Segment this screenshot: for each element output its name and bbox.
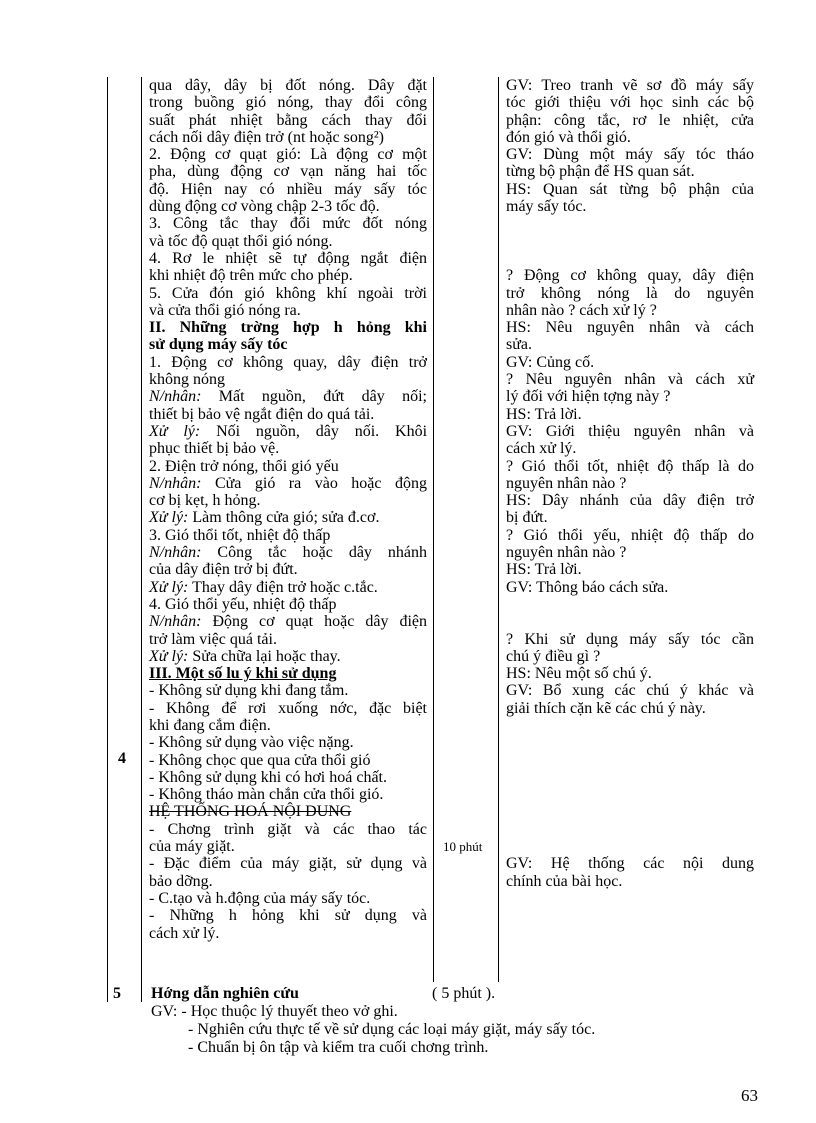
content-line: II. Những trờng hợp h hỏng khi [149,319,427,337]
activity-line [506,233,754,250]
content-line: 2. Động cơ quạt gió: Là động cơ một [149,146,427,164]
activity-line: lý đối với hiện tợng này ? [506,388,671,406]
content-line: của máy giặt. [149,838,235,856]
content-line: - Không sử dụng vào việc nặng. [149,734,354,752]
activities-column [506,77,754,890]
content-line: - Những h hỏng khi sử dụng và [149,907,427,925]
activity-line: bị đứt. [506,509,548,527]
content-line [149,544,427,561]
line-text: Mất nguồn, đứt dây nối; [201,388,427,406]
activity-line [506,596,754,613]
content-line: và cửa thổi gió nóng ra. [149,301,301,319]
content-line: khi đang cắm điện. [149,716,271,734]
activity-line: tóc giới thiệu với học sinh các bộ [506,94,754,112]
activity-line: HS: Nêu một số chú ý. [506,665,652,683]
content-line: - C.tạo và h.động của máy sấy tóc. [149,889,371,907]
content-line: - Không để rơi xuống nớc, đặc biệt [149,699,427,717]
activity-line: nguyên nhân nào ? [506,544,627,562]
line-text: Cửa gió ra vào hoặc động [201,474,427,492]
content-line: trong buồng gió nóng, thay đổi công [149,94,427,112]
content-line: - Không sử dụng khi đang tắm. [149,682,349,700]
content-line: trở làm việc quá tải. [149,630,277,648]
content-line: suất phát nhiệt bằng cách thay đổi [149,111,427,129]
activity-line: nguyên nhân nào ? [506,474,627,492]
activity-line: HS: Dây nhánh của dây điện trở [506,492,754,510]
activity-line [506,215,754,232]
content-line: 5. Cửa đón gió không khí ngoài trời [149,284,427,302]
column-divider-time [498,77,499,982]
table-left-border [107,77,108,1002]
content-line [149,648,427,665]
activity-line: HS: Quan sát từng bộ phận của [506,180,754,198]
content-line: khi nhiệt độ trên mức cho phép. [149,267,353,285]
content-column [149,77,427,942]
cause-fix-label: N/nhân: [149,474,202,492]
content-line [149,388,427,405]
activity-line: HS: Trả lời. [506,561,582,579]
guidance-heading: Hớng dẫn nghiên cứu [151,985,299,1002]
content-line: sử dụng máy sấy tóc [149,336,288,354]
column-divider-number [141,77,142,1002]
content-line: pha, dùng động cơ vạn năng hai tốc [149,163,427,181]
content-line: 4. Rơ le nhiệt sẽ tự động ngắt điện [149,249,427,267]
line-text: Động cơ quạt hoặc dây điện [201,613,427,631]
cause-fix-label: Xử lý: [149,647,189,665]
column-divider-content [433,77,434,982]
content-line: - Đặc điểm của máy giặt, sử dụng và [149,855,427,873]
line-text: Thay dây điện trở hoặc c.tắc. [188,578,378,596]
activity-line: từng bộ phận để HS quan sát. [506,163,695,181]
content-line [149,613,427,630]
activity-line: GV: Củng cố. [506,353,595,371]
activity-line [506,838,754,855]
activity-line: ? Nêu nguyên nhân và cách xử [506,371,754,389]
content-line: 4. Gió thổi yếu, nhiệt độ thấp [149,595,337,613]
activity-line: GV: Giới thiệu nguyên nhân và [506,422,754,440]
content-line: bảo dỡng. [149,872,213,890]
activity-line [506,752,754,769]
content-line: III. Một số lu ý khi sử dụng [149,665,337,683]
activity-line: ? Gió thổi tốt, nhiệt độ thấp là do [506,457,754,475]
content-line: phục thiết bị bảo vệ. [149,440,280,458]
cause-fix-label: N/nhân: [149,613,202,631]
activity-line [506,803,754,820]
activity-line: HS: Nêu nguyên nhân và cách [506,319,754,337]
activity-line [506,613,754,630]
activity-line: HS: Trả lời. [506,405,582,423]
content-line [149,509,427,526]
cause-fix-label: Xử lý: [149,578,189,596]
activity-line: giải thích cặn kẽ các chú ý này. [506,699,706,717]
content-line: cách xử lý. [149,924,220,942]
activity-line: phận: công tắc, rơ le nhiệt, cửa [506,111,754,129]
content-line: 1. Động cơ không quay, dây điện trở [149,353,427,371]
activity-line: chú ý điều gì ? [506,647,601,665]
content-line: và tốc độ quạt thổi gió nóng. [149,232,333,250]
row-4-number: 4 [118,750,126,767]
row-5-number: 5 [113,985,121,1002]
cause-fix-label: Xử lý: [149,509,189,527]
activity-line: ? Gió thổi yếu, nhiệt độ thấp do [506,526,754,544]
content-line: cách nối dây điện trở (nt hoặc song²) [149,128,384,146]
activity-line: GV: Thông báo cách sửa. [506,578,669,596]
activity-line: GV: Dùng một máy sấy tóc tháo [506,146,754,164]
activity-line [506,717,754,734]
activity-line: đón gió và thổi gió. [506,128,631,146]
line-text: Nối nguồn, dây nối. Khôi [200,422,428,440]
cause-fix-label: N/nhân: [149,388,202,406]
activity-line: trở không nóng là do nguyên [506,284,754,302]
activity-line: máy sấy tóc. [506,198,587,216]
activity-line: chính của bài học. [506,872,623,890]
content-line: qua dây, dây bị đốt nóng. Dây đặt [149,77,427,94]
content-line: 2. Điện trở nóng, thổi gió yếu [149,457,339,475]
content-line [149,423,427,440]
guidance-line-2: - Nghiên cứu thực tế về sử dụng các loại máy giặt, máy sấy tóc. [188,1021,596,1038]
page-number: 63 [741,1086,758,1105]
content-line: thiết bị bảo vệ ngắt điện do quá tải. [149,405,375,423]
content-line: không nóng [149,371,225,389]
activity-line: GV: Treo tranh vẽ sơ đồ máy sấy [506,77,754,94]
content-line: cơ bị kẹt, h hỏng. [149,492,261,510]
activity-line: sửa. [506,336,532,354]
content-line [149,475,427,492]
content-line: 3. Gió thổi tốt, nhiệt độ thấp [149,526,331,544]
cause-fix-label: Xử lý: [149,422,201,440]
time-allocation: 10 phút [443,839,483,854]
activity-line [506,821,754,838]
guidance-line-1: GV: - Học thuộc lý thuyết theo vở ghi. [151,1003,398,1020]
activity-line [506,786,754,803]
line-text: Sửa chữa lại hoặc thay. [188,647,341,665]
cause-fix-label: N/nhân: [149,544,202,562]
content-line: - Không chọc que qua cửa thổi gió [149,751,371,769]
activity-line [506,769,754,786]
content-line: độ. Hiện nay có nhiều máy sấy tóc [149,180,427,198]
activity-line: cách xử lý. [506,440,577,458]
activity-line: ? Động cơ không quay, dây điện [506,267,754,285]
line-text: Làm thông cửa gió; sửa đ.cơ. [188,509,380,527]
content-line: của dây điện trở bị đứt. [149,561,298,579]
content-line [149,579,427,596]
activity-line: GV: Bổ xung các chú ý khác và [506,682,754,700]
activity-line [506,250,754,267]
content-line: - Không sử dụng khi có hơi hoá chất. [149,768,387,786]
content-line: HỆ THỐNG HOÁ NỘI DUNG [149,803,352,821]
content-line: - Không tháo màn chắn cửa thổi gió. [149,786,384,804]
activity-line: ? Khi sử dụng máy sấy tóc cần [506,630,754,648]
line-text: Công tắc hoặc dây nhánh [201,544,427,562]
guidance-duration: ( 5 phút ). [432,985,496,1002]
activity-line: nhân nào ? cách xử lý ? [506,301,657,319]
guidance-line-3: - Chuẩn bị ôn tập và kiểm tra cuối chơng trình. [188,1039,489,1056]
content-line: - Chơng trình giặt và các thao tác [149,820,427,838]
content-line: 3. Công tắc thay đổi mức đốt nóng [149,215,427,233]
activity-line [506,734,754,751]
content-line: dùng động cơ vòng chập 2-3 tốc độ. [149,198,380,216]
activity-line: GV: Hệ thống các nội dung [506,855,754,873]
